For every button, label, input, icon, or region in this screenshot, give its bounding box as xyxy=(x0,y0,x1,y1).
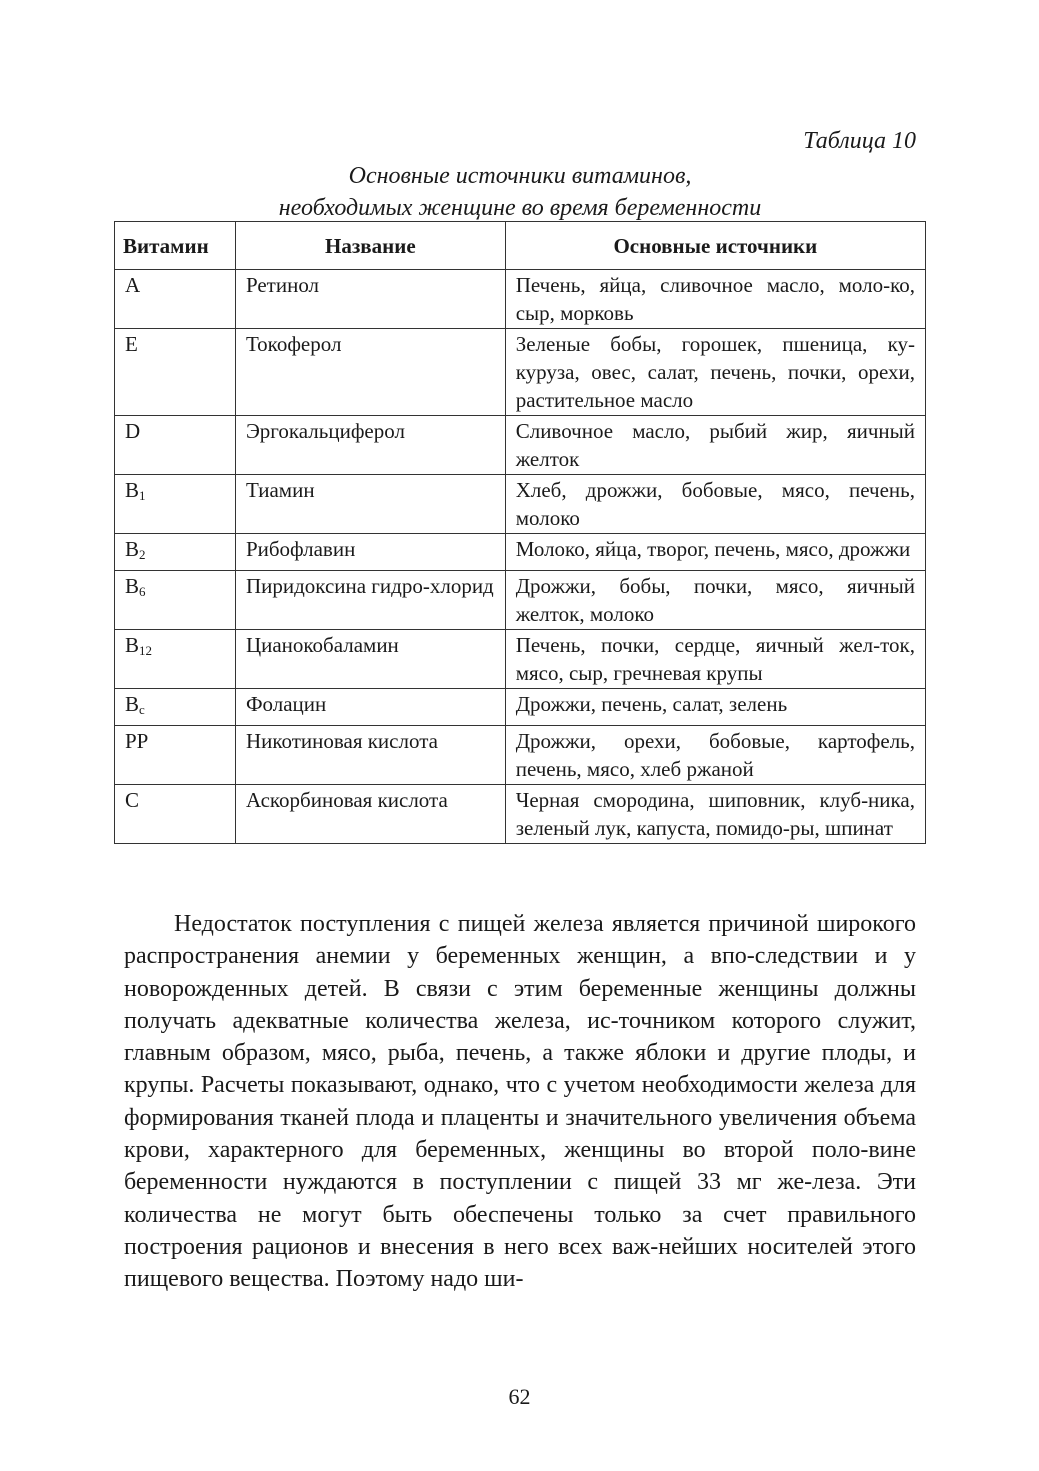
vitamin-cell: $B_2$ xyxy=(115,534,236,571)
sources-cell: Печень, яйца, сливочное масло, моло-ко, сыр, морковь xyxy=(505,270,925,329)
table-row xyxy=(115,571,926,630)
vitamin-name-cell: Цианокобаламин xyxy=(235,630,505,689)
vitamin-cell: A xyxy=(115,270,236,329)
table-title xyxy=(114,160,926,224)
vitamin-cell: PP xyxy=(115,726,236,785)
vitamin-cell: $B_1$ xyxy=(115,475,236,534)
table-row xyxy=(115,270,926,329)
table-row xyxy=(115,475,926,534)
table-title-line-1: Основные источники витаминов, xyxy=(348,163,692,189)
vitamin-cell: $B_{12}$ xyxy=(115,630,236,689)
table-row xyxy=(115,630,926,689)
table-row xyxy=(115,785,926,844)
sources-cell: Дрожжи, печень, салат, зелень xyxy=(505,689,925,726)
vitamin-cell: C xyxy=(115,785,236,844)
vitamin-name-cell: Эргокальциферол xyxy=(235,416,505,475)
page-number: 62 xyxy=(508,1384,531,1409)
table-row xyxy=(115,726,926,785)
vitamin-sources-table xyxy=(114,221,926,844)
table-number-label: Таблица 10 xyxy=(803,128,916,154)
sources-cell: Зеленые бобы, горошек, пшеница, ку-куруза, овес, салат, печень, почки, орехи, растительное масло xyxy=(505,329,925,416)
vitamin-name-cell: Ретинол xyxy=(235,270,505,329)
vitamin-name-cell: Аскорбиновая кислота xyxy=(235,785,505,844)
vitamin-name-cell: Пиридоксина гидро-хлорид xyxy=(235,571,505,630)
column-header-vitamin: Витамин xyxy=(115,222,236,270)
table-row xyxy=(115,416,926,475)
vitamin-name-cell: Тиамин xyxy=(235,475,505,534)
column-header-sources: Основные источники xyxy=(505,222,925,270)
table-row xyxy=(115,329,926,416)
sources-cell: Дрожжи, бобы, почки, мясо, яичный желток, молоко xyxy=(505,571,925,630)
vitamin-name-cell: Фолацин xyxy=(235,689,505,726)
sources-cell: Черная смородина, шиповник, клуб-ника, зеленый лук, капуста, помидо-ры, шпинат xyxy=(505,785,925,844)
vitamin-cell: D xyxy=(115,416,236,475)
table-row xyxy=(115,689,926,726)
table-title-line-2: необходимых женщине во время беременности xyxy=(278,195,762,221)
sources-cell: Молоко, яйца, творог, печень, мясо, дрожжи xyxy=(505,534,925,571)
vitamin-name-cell: Никотиновая кислота xyxy=(235,726,505,785)
vitamin-cell: $B_6$ xyxy=(115,571,236,630)
table-row xyxy=(115,534,926,571)
sources-cell: Печень, почки, сердце, яичный жел-ток, мясо, сыр, гречневая крупы xyxy=(505,630,925,689)
sources-cell: Дрожжи, орехи, бобовые, картофель, печень, мясо, хлеб ржаной xyxy=(505,726,925,785)
vitamin-name-cell: Токоферол xyxy=(235,329,505,416)
vitamin-cell: $B_c$ xyxy=(115,689,236,726)
vitamin-name-cell: Рибофлавин xyxy=(235,534,505,571)
vitamin-cell: E xyxy=(115,329,236,416)
body-paragraph: Недостаток поступления с пищей железа является причиной широкого распространения анемии у беременных женщин, а впо-следствии и у новорожденных детей. В связи с этим беременные женщины должны получать адекватные количества железа, ис-точником которого служит, главным образом, мясо, рыба, печень, а также яблоки и другие плоды, и крупы. Расчеты показывают, однако, что с учетом необходимости железа для формирования тканей плода и плаценты и значительного увеличения объема крови, характерного для беременных, женщины во второй поло-вине беременности нуждаются в поступлении с пищей 33 мг же-леза. Эти количества не могут быть обеспечены только за счет правильного построения рационов и внесения в него всех важ-нейших носителей этого пищевого вещества. Поэтому надо ши- xyxy=(124,911,916,1293)
sources-cell: Хлеб, дрожжи, бобовые, мясо, печень, молоко xyxy=(505,475,925,534)
column-header-name: Название xyxy=(235,222,505,270)
table-header-row xyxy=(115,222,926,270)
sources-cell: Сливочное масло, рыбий жир, яичный желток xyxy=(505,416,925,475)
